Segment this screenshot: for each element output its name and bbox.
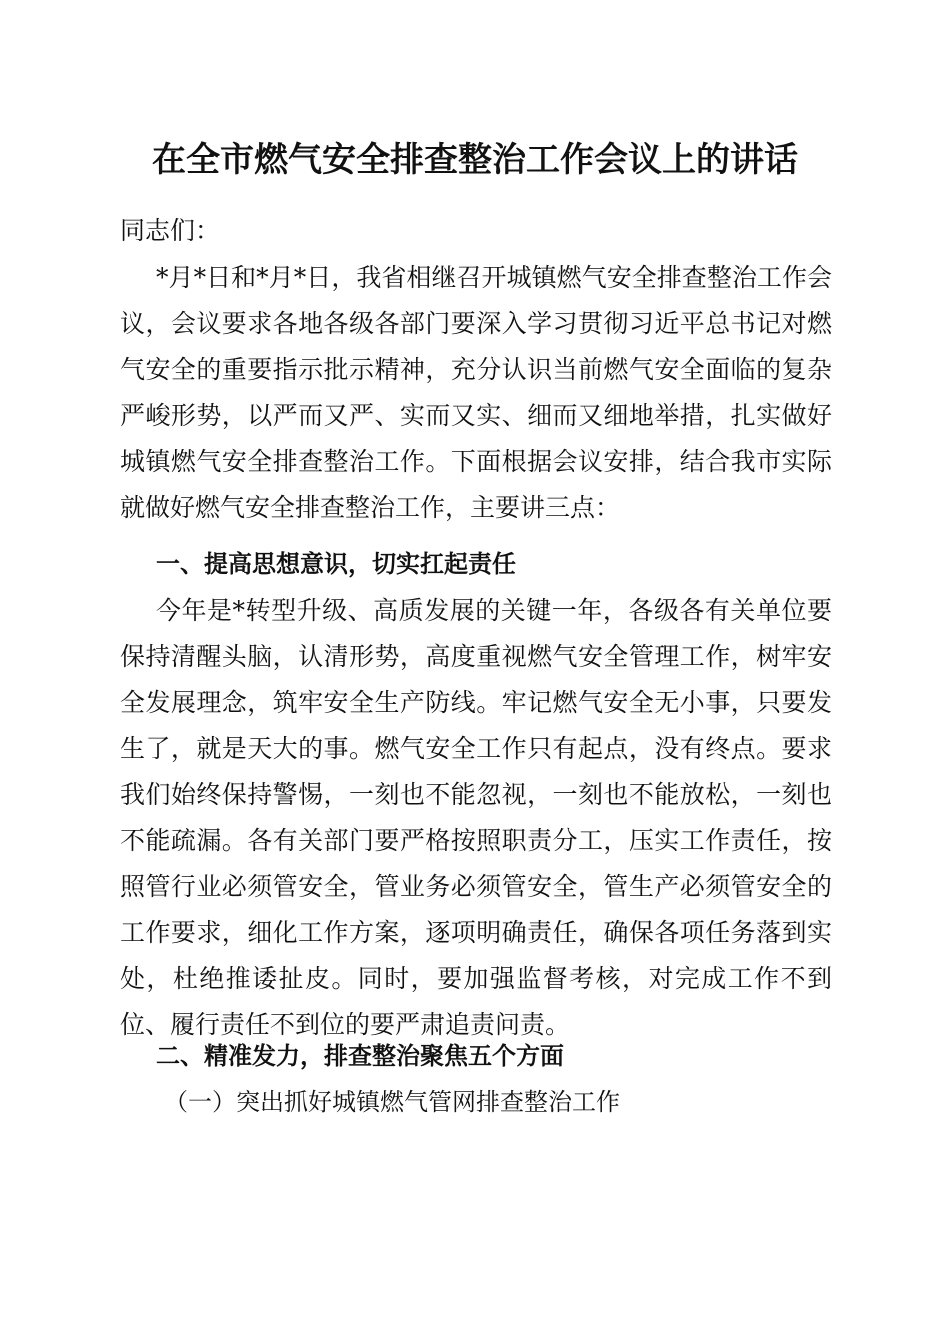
document-title: 在全市燃气安全排查整治工作会议上的讲话 [152,140,798,180]
salutation: 同志们： [120,216,221,245]
section-heading-1: 一、提高思想意识，切实扛起责任 [156,550,516,578]
intro-paragraph: *月*日和*月*日，我省相继召开城镇燃气安全排查整治工作会议，会议要求各地各级各部门要深入学习贯彻习近平总书记对燃气安全的重要指示批示精神，充分认识当前燃气安全面临的复杂严峻形势，以严而又严、实而又实、细而又细地举措，扎实做好城镇燃气安全排查整治工作。下面根据会议安排，结合我市实际就做好燃气安全排查整治工作，主要讲三点： [120,263,832,522]
section-heading-2: 二、精准发力，排查整治聚焦五个方面 [156,1042,564,1070]
subsection-heading-2-1: （一）突出抓好城镇燃气管网排查整治工作 [164,1088,620,1116]
section-1-paragraph: 今年是*转型升级、高质发展的关键一年，各级各有关单位要保持清醒头脑，认清形势，高度重视燃气安全管理工作，树牢安全发展理念，筑牢安全生产防线。牢记燃气安全无小事，只要发生了，就是天大的事。燃气安全工作只有起点，没有终点。要求我们始终保持警惕，一刻也不能忽视，一刻也不能放松，一刻也不能疏漏。各有关部门要严格按照职责分工，压实工作责任，按照管行业必须管安全，管业务必须管安全，管生产必须管安全的工作要求，细化工作方案，逐项明确责任，确保各项任务落到实处，杜绝推诿扯皮。同时，要加强监督考核，对完成工作不到位、履行责任不到位的要严肃追责问责。 [120,596,832,1039]
